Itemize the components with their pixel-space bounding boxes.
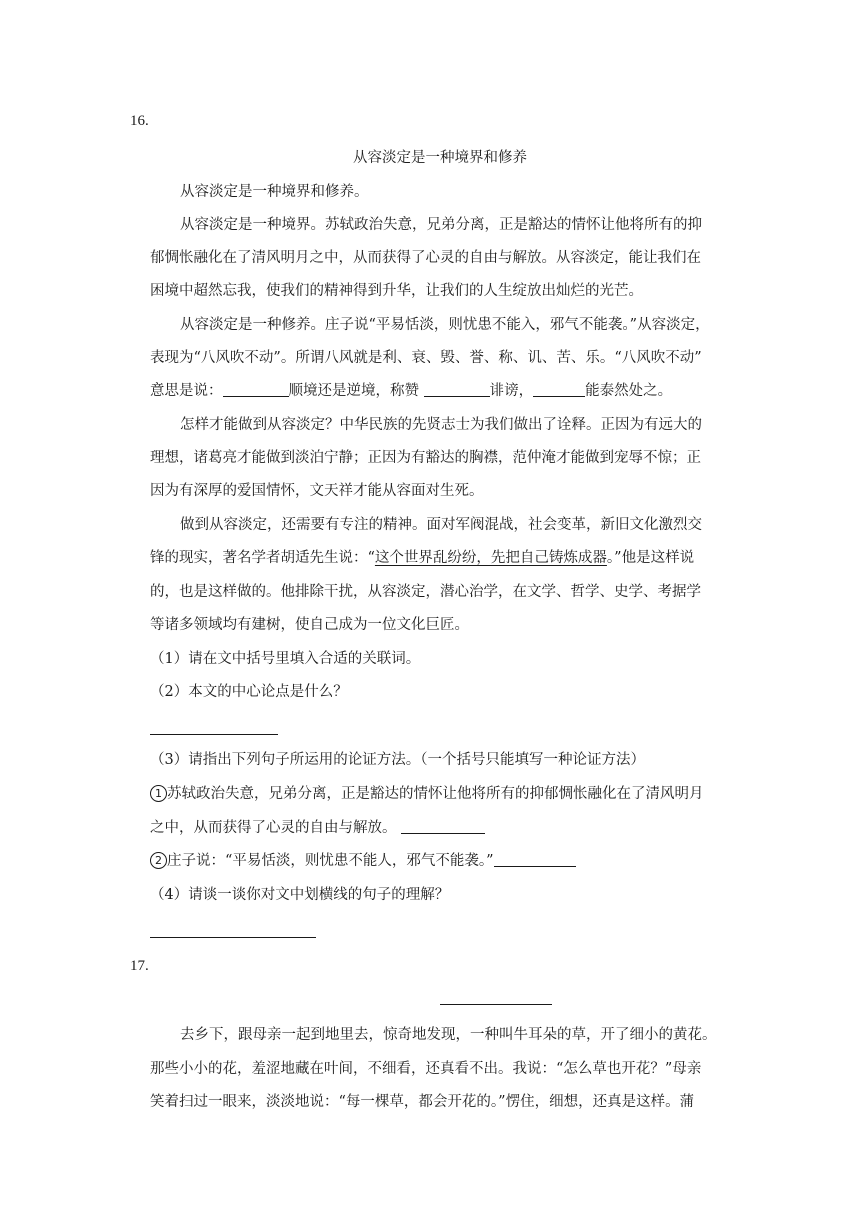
text-segment: 。”他是这样说 xyxy=(606,550,695,566)
circled-number-1: 1 xyxy=(150,785,167,802)
circled-number-2: 2 xyxy=(150,852,167,869)
article-title: 从容淡定是一种境界和修养 xyxy=(353,150,527,166)
text-segment: 顺境还是逆境，称赞 xyxy=(288,383,424,399)
text-segment: 能泰然处之。 xyxy=(585,383,673,399)
sub-question-2: （2）本文的中心论点是什么？ xyxy=(150,684,348,700)
answer-blank-item-1[interactable] xyxy=(401,819,485,834)
paragraph-5-line-2 xyxy=(150,546,740,567)
text-segment: 意思是说： xyxy=(150,383,223,399)
answer-line-4[interactable] xyxy=(150,937,316,938)
paragraph-4-line-2: 理想，诸葛亮才能做到淡泊宁静；正因为有豁达的胸襟，范仲淹才能做到宠辱不惊；正 xyxy=(150,450,701,466)
q17-paragraph-line-2: 那些小小的花，羞涩地藏在叶间，不细看，还真看不出。我说：“怎么草也开花？”母亲 xyxy=(150,1061,702,1077)
sub-question-4: （4）请谈一谈你对文中划横线的句子的理解？ xyxy=(150,887,450,903)
q17-paragraph-line-3: 笑着扫过一眼来，淡淡地说：“每一棵草，都会开花的。”愣住，细想，还真是这样。蒲 xyxy=(150,1094,695,1110)
text-segment: 之中，从而获得了心灵的自由与解放。 xyxy=(150,820,402,836)
answer-blank-item-2[interactable] xyxy=(494,852,576,867)
fill-blank-2[interactable] xyxy=(424,382,490,397)
title-blank[interactable] xyxy=(440,1004,552,1005)
text-segment: 庄子说：“平易恬淡，则忧患不能人，邪气不能袭。” xyxy=(167,853,494,869)
paragraph-3-line-2: 表现为“八风吹不动”。所谓八风就是利、衰、毁、誉、称、讥、苦、乐。“八风吹不动” xyxy=(150,350,702,366)
underlined-sentence: 这个世界乱纷纷，先把自己铸炼成器 xyxy=(374,550,607,566)
paragraph-3-line-1: 从容淡定是一种修养。庄子说“平易恬淡，则忧患不能入，邪气不能袭。”从容淡定， xyxy=(180,317,710,333)
sub-question-3: （3）请指出下列句子所运用的论证方法。（一个括号只能填写一种论证方法） xyxy=(150,752,645,768)
paragraph-2-line-2: 郁惆怅融化在了清风明月之中，从而获得了心灵的自由与解放。从容淡定，能让我们在 xyxy=(150,250,701,266)
text-segment: 苏轼政治失意，兄弟分离，正是豁达的情怀让他将所有的抑郁惆怅融化在了清风明月 xyxy=(167,786,704,802)
sub-question-3-item-2 xyxy=(150,849,740,870)
paragraph-5-line-1: 做到从容淡定，还需要有专注的精神。面对军阀混战，社会变革，新旧文化激烈交 xyxy=(180,517,702,533)
text-segment: 诽谤， xyxy=(489,383,534,399)
paragraph-5-line-4: 等诸多领域均有建树，使自己成为一位文化巨匠。 xyxy=(150,617,469,633)
sub-question-3-item-1-line-1 xyxy=(150,782,740,803)
q17-paragraph-line-1: 去乡下，跟母亲一起到地里去，惊奇地发现，一种叫牛耳朵的草，开了细小的黄花。 xyxy=(180,1027,717,1043)
paragraph-4-line-3: 因为有深厚的爱国情怀，文天祥才能从容面对生死。 xyxy=(150,483,484,499)
paragraph-2-line-3: 困境中超然忘我，使我们的精神得到升华，让我们的人生绽放出灿烂的光芒。 xyxy=(150,283,643,299)
question-16-number: 16. xyxy=(130,113,149,129)
paragraph-3-line-3 xyxy=(150,379,740,400)
fill-blank-1[interactable] xyxy=(223,382,289,397)
paragraph-1: 从容淡定是一种境界和修养。 xyxy=(180,184,369,200)
paragraph-4-line-1: 怎样才能做到从容淡定？中华民族的先贤志士为我们做出了诠释。正因为有远大的 xyxy=(180,417,702,433)
answer-line-2[interactable] xyxy=(150,734,278,735)
fill-blank-3[interactable] xyxy=(533,382,585,397)
paragraph-2-line-1: 从容淡定是一种境界。苏轼政治失意，兄弟分离，正是豁达的情怀让他将所有的抑 xyxy=(180,217,702,233)
sub-question-1: （1）请在文中括号里填入合适的关联词。 xyxy=(150,651,421,667)
text-segment: 锋的现实，著名学者胡适先生说：“ xyxy=(150,550,375,566)
question-17-number: 17. xyxy=(130,958,149,974)
paragraph-5-line-3: 的，也是这样做的。他排除干扰，从容淡定，潜心治学，在文学、哲学、史学、考据学 xyxy=(150,584,701,600)
sub-question-3-item-1-line-2 xyxy=(150,816,740,837)
